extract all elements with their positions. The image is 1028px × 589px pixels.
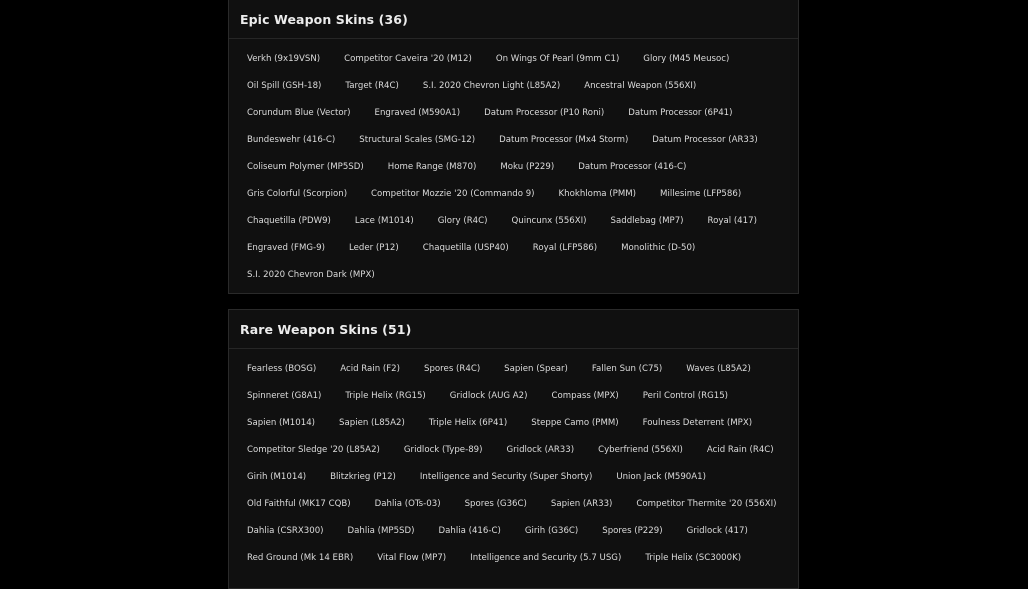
skin-item[interactable]: Glory (M45 Meusoc) <box>643 54 730 64</box>
skin-item[interactable]: Cyberfriend (556XI) <box>598 445 683 455</box>
skin-item[interactable]: Sapien (M1014) <box>247 418 316 428</box>
skin-item[interactable]: Engraved (FMG-9) <box>247 243 325 253</box>
skin-item[interactable]: Triple Helix (6P41) <box>428 418 508 428</box>
skin-item[interactable]: Gridlock (AR33) <box>506 445 575 455</box>
skin-item[interactable]: Corundum Blue (Vector) <box>247 108 351 118</box>
skin-item[interactable]: Dahlia (416-C) <box>438 526 501 536</box>
skin-item[interactable]: On Wings Of Pearl (9mm C1) <box>495 54 620 64</box>
skin-item[interactable]: Intelligence and Security (5.7 USG) <box>470 553 622 563</box>
skin-item[interactable]: Fallen Sun (C75) <box>591 364 663 374</box>
skin-item[interactable]: S.I. 2020 Chevron Dark (MPX) <box>247 270 375 280</box>
skin-item[interactable]: Red Ground (Mk 14 EBR) <box>247 553 354 563</box>
skin-item[interactable]: Steppe Camo (PMM) <box>531 418 619 428</box>
skin-item[interactable]: Triple Helix (RG15) <box>345 391 426 401</box>
skin-item[interactable]: Lace (M1014) <box>354 216 414 226</box>
skin-item[interactable]: Datum Processor (416-C) <box>578 162 687 172</box>
skin-item[interactable]: Dahlia (MP5SD) <box>347 526 415 536</box>
panel-header <box>229 310 798 349</box>
skin-item[interactable]: Gridlock (AUG A2) <box>449 391 528 401</box>
rare-weapon-skins-panel <box>228 309 799 589</box>
epic-weapon-skins-panel <box>228 0 799 294</box>
skin-item[interactable]: Sapien (AR33) <box>550 499 613 509</box>
skin-item[interactable]: Oil Spill (GSH-18) <box>247 81 322 91</box>
skin-item[interactable]: Ancestral Weapon (556XI) <box>584 81 697 91</box>
skin-item[interactable]: Compass (MPX) <box>551 391 619 401</box>
skin-item[interactable]: Acid Rain (F2) <box>340 364 401 374</box>
skin-item[interactable]: Engraved (M590A1) <box>374 108 461 118</box>
skin-item[interactable]: Royal (417) <box>707 216 757 226</box>
skin-item[interactable]: Monolithic (D-50) <box>621 243 696 253</box>
skin-item[interactable]: Spinneret (G8A1) <box>247 391 322 401</box>
skin-item[interactable]: Khokhloma (PMM) <box>558 189 637 199</box>
skin-item[interactable]: Competitor Sledge '20 (L85A2) <box>247 445 380 455</box>
skin-item[interactable]: Competitor Caveira '20 (M12) <box>344 54 472 64</box>
section-title: Epic Weapon Skins (36) <box>240 12 408 27</box>
skin-item[interactable]: Datum Processor (P10 Roni) <box>484 108 605 118</box>
skin-list <box>229 349 798 572</box>
skin-item[interactable]: S.I. 2020 Chevron Light (L85A2) <box>422 81 561 91</box>
skin-item[interactable]: Spores (G36C) <box>464 499 527 509</box>
skin-item[interactable]: Saddlebag (MP7) <box>610 216 684 226</box>
skin-item[interactable]: Vital Flow (MP7) <box>377 553 447 563</box>
skin-item[interactable]: Sapien (Spear) <box>504 364 568 374</box>
skin-item[interactable]: Union Jack (M590A1) <box>616 472 706 482</box>
skin-item[interactable]: Home Range (M870) <box>387 162 477 172</box>
skin-item[interactable]: Moku (P229) <box>500 162 555 172</box>
skin-item[interactable]: Spores (P229) <box>602 526 663 536</box>
skin-item[interactable]: Foulness Deterrent (MPX) <box>642 418 753 428</box>
skin-item[interactable]: Dahlia (OTs-03) <box>374 499 441 509</box>
skin-item[interactable]: Spores (R4C) <box>424 364 481 374</box>
skin-item[interactable]: Datum Processor (Mx4 Storm) <box>499 135 629 145</box>
skin-item[interactable]: Dahlia (CSRX300) <box>247 526 324 536</box>
skin-item[interactable]: Triple Helix (SC3000K) <box>645 553 742 563</box>
skin-item[interactable]: Fearless (BOSG) <box>247 364 317 374</box>
skin-item[interactable]: Verkh (9x19VSN) <box>247 54 321 64</box>
skin-item[interactable]: Datum Processor (AR33) <box>652 135 758 145</box>
skin-item[interactable]: Millesime (LFP586) <box>660 189 742 199</box>
skin-item[interactable]: Blitzkrieg (P12) <box>330 472 396 482</box>
skin-item[interactable]: Chaquetilla (USP40) <box>422 243 509 253</box>
skin-item[interactable]: Girih (G36C) <box>524 526 579 536</box>
skin-item[interactable]: Bundeswehr (416-C) <box>247 135 336 145</box>
section-title: Rare Weapon Skins (51) <box>240 321 412 337</box>
skin-item[interactable]: Coliseum Polymer (MP5SD) <box>247 162 364 172</box>
skin-item[interactable]: Peril Control (RG15) <box>642 391 729 401</box>
skin-item[interactable]: Glory (R4C) <box>437 216 488 226</box>
skin-list <box>229 39 798 289</box>
skin-item[interactable]: Sapien (L85A2) <box>339 418 405 428</box>
skin-item[interactable]: Gridlock (417) <box>686 526 748 536</box>
skin-item[interactable]: Old Faithful (MK17 CQB) <box>247 499 351 509</box>
panel-header <box>229 0 798 39</box>
skin-item[interactable]: Target (R4C) <box>345 81 399 91</box>
skin-item[interactable]: Quincunx (556XI) <box>511 216 587 226</box>
skin-item[interactable]: Competitor Thermite '20 (556XI) <box>636 499 777 509</box>
skin-item[interactable]: Acid Rain (R4C) <box>706 445 774 455</box>
skin-item[interactable]: Gris Colorful (Scorpion) <box>247 189 348 199</box>
skin-item[interactable]: Competitor Mozzie '20 (Commando 9) <box>371 189 535 199</box>
skin-item[interactable]: Waves (L85A2) <box>686 364 751 374</box>
skin-item[interactable]: Girih (M1014) <box>247 472 307 482</box>
skin-item[interactable]: Leder (P12) <box>348 243 399 253</box>
skin-item[interactable]: Chaquetilla (PDW9) <box>247 216 331 226</box>
skin-item[interactable]: Intelligence and Security (Super Shorty) <box>419 472 593 482</box>
skin-item[interactable]: Structural Scales (SMG-12) <box>359 135 476 145</box>
skin-item[interactable]: Gridlock (Type-89) <box>403 445 483 455</box>
skin-item[interactable]: Royal (LFP586) <box>532 243 598 253</box>
skin-item[interactable]: Datum Processor (6P41) <box>628 108 733 118</box>
